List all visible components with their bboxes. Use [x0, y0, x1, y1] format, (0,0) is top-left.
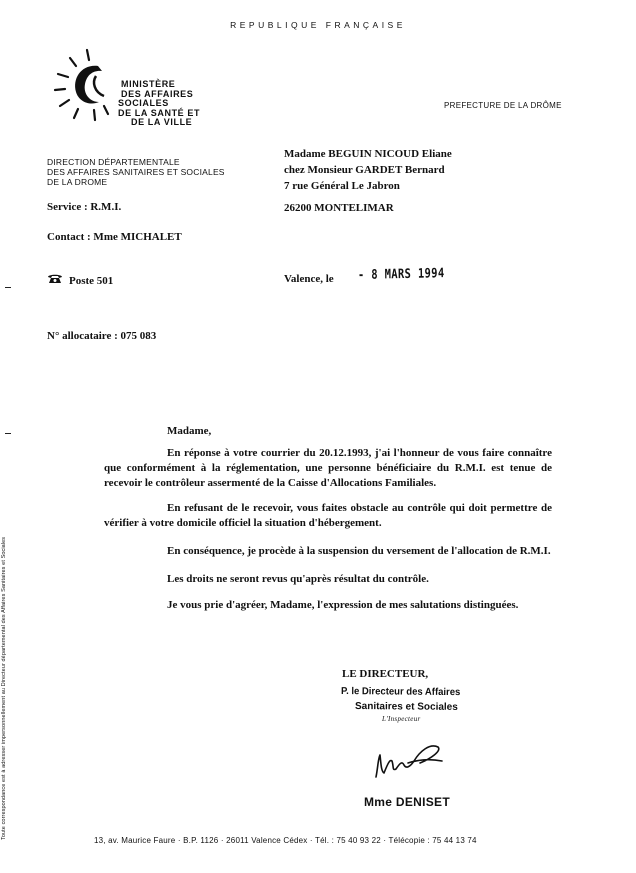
- direction-line: DE LA DROME: [47, 177, 108, 187]
- telephone-icon: [47, 273, 63, 284]
- prefecture-label: PREFECTURE DE LA DRÔME: [444, 101, 562, 110]
- ministry-name: [118, 80, 200, 128]
- poste-label: Poste 501: [69, 275, 114, 287]
- recipient-line: Madame BEGUIN NICOUD Eliane: [284, 148, 452, 160]
- signer-name: Mme DENISET: [364, 795, 450, 809]
- fold-mark: [5, 287, 11, 288]
- republic-heading: REPUBLIQUE FRANÇAISE: [230, 20, 406, 30]
- signature-delegation-line: Sanitaires et Sociales: [354, 701, 458, 713]
- signature-title: LE DIRECTEUR,: [342, 668, 429, 680]
- recipient-address: [284, 146, 452, 194]
- date-place: Valence, le: [284, 273, 334, 285]
- ministry-line: DE LA VILLE: [131, 117, 193, 128]
- date-stamp: - 8 MARS 1994: [357, 266, 445, 283]
- ministry-line: SOCIALES: [118, 98, 169, 109]
- recipient-line: chez Monsieur GARDET Bernard: [284, 164, 445, 176]
- fold-mark: [5, 433, 11, 434]
- signature-delegation-line: P. le Directeur des Affaires: [340, 686, 461, 699]
- service-label: Service : R.M.I.: [47, 201, 122, 213]
- body-paragraph: En refusant de le recevoir, vous faites obstacle au contrôle qui doit permettre de vérifier à votre domicile officiel la situation d'hébergement.: [104, 502, 552, 529]
- handwritten-signature: [368, 737, 448, 783]
- body-paragraph: En réponse à votre courrier du 20.12.1993, j'ai l'honneur de vous faire connaître que conformément à la réglementation, une personne bénéficiaire du R.M.I. est tenue de recevoir le contrôleur assermenté de la Caisse d'Allocations Familiales.: [104, 447, 552, 489]
- ministry-logo-icon: [52, 48, 122, 124]
- ministry-line: DES AFFAIRES: [121, 88, 194, 99]
- body-paragraph: En conséquence, je procède à la suspension du versement de l'allocation de R.M.I.: [167, 545, 551, 557]
- direction-block: [47, 157, 225, 187]
- salutation: Madame,: [167, 425, 212, 437]
- footer-address: 13, av. Maurice Faure · B.P. 1126 · 26011 Valence Cédex · Tél. : 75 40 93 22 · Télécopie : 75 44 13 74: [94, 836, 477, 845]
- direction-line: DIRECTION DÉPARTEMENTALE: [47, 157, 180, 167]
- recipient-line: 7 rue Général Le Jabron: [284, 180, 400, 192]
- body-paragraph: Les droits ne seront revus qu'après résultat du contrôle.: [167, 573, 429, 585]
- contact-label: Contact : Mme MICHALET: [47, 231, 182, 243]
- direction-line: DES AFFAIRES SANITAIRES ET SOCIALES: [47, 167, 225, 177]
- ministry-line: MINISTÈRE: [121, 79, 176, 89]
- side-note: Toute correspondance est à adresser impersonnellement au Directeur départemental des Affaires Sanitaires et Sociales: [1, 536, 7, 840]
- body-paragraph: Je vous prie d'agréer, Madame, l'expression de mes salutations distinguées.: [167, 599, 519, 611]
- poste-line: [47, 273, 113, 287]
- ministry-line: DE LA SANTÉ ET: [118, 107, 201, 118]
- allocataire-number: N° allocataire : 075 083: [47, 330, 157, 342]
- signature-role: L'Inspecteur: [382, 715, 421, 723]
- recipient-city: 26200 MONTELIMAR: [284, 202, 394, 214]
